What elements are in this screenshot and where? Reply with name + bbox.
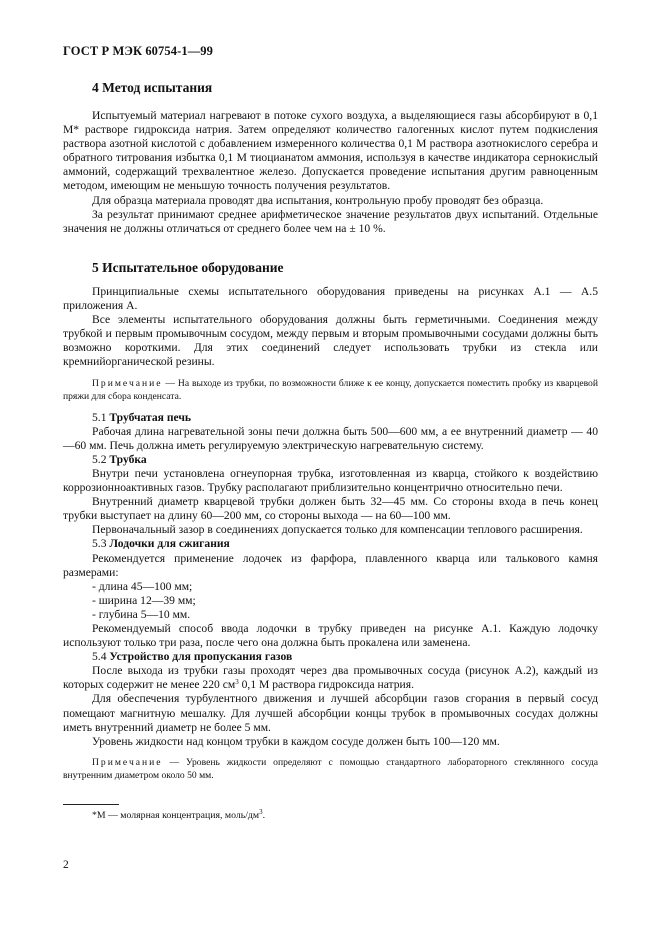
subsection-5-3-heading xyxy=(63,537,598,551)
subsection-number: 5.3 xyxy=(92,537,110,551)
subsection-title: Трубчатая печь xyxy=(109,410,192,424)
list-item: - глубина 5—10 мм. xyxy=(92,607,191,621)
note-text: — Уровень жидкости определяют с помощью стандартного лабораторного стеклянного сосуда внутренним диаметром около 50 мм. xyxy=(63,756,598,781)
subsection-5-2-heading xyxy=(63,453,598,467)
note-label: Примечание xyxy=(92,377,163,389)
subsection-5-4-heading xyxy=(63,650,598,664)
paragraph xyxy=(63,664,598,692)
page-number: 2 xyxy=(63,859,69,871)
document-header: ГОСТ Р МЭК 60754-1—99 xyxy=(63,44,213,58)
footnote-divider xyxy=(63,804,119,805)
paragraph: Для обеспечения турбулентного движения и лучшей абсорбции газов сгорания в первый сосуд помещают магнитную мешалку. Для лучшей абсорбции концы трубок в промывочных сосудах должны иметь внутренний диаметр не более 5 мм. xyxy=(63,692,598,734)
paragraph: Для образца материала проводят два испытания, контрольную пробу проводят без образца. xyxy=(92,193,544,207)
list-item: - длина 45—100 мм; xyxy=(92,579,193,593)
subsection-title: Устройство для пропускания газов xyxy=(109,650,293,664)
note xyxy=(63,377,598,403)
dimensions-list xyxy=(63,580,598,622)
section-4-heading: 4 Метод испытания xyxy=(92,80,213,95)
subsection-5-1-heading xyxy=(63,411,598,425)
paragraph: Рабочая длина нагревательной зоны печи должна быть 500—600 мм, а ее внутренний диаметр — 40—60 мм. Печь должна иметь регулируемую электрическую нагревательную систему. xyxy=(63,424,598,452)
paragraph: Уровень жидкости над концом трубки в каждом сосуде должен быть 100—120 мм. xyxy=(92,734,500,748)
text-run: После выхода из трубки газы проходят через два промывочных сосуда (рисунок А.2), каждый из которых содержит не менее 220 см xyxy=(63,664,598,692)
footnote-text: *М — молярная концентрация, моль/дм xyxy=(92,810,260,821)
paragraph: Принципиальные схемы испытательного оборудования приведены на рисунках А.1 — А.5 приложения А. xyxy=(63,285,598,313)
note-label: Примечание xyxy=(92,756,163,768)
superscript: 3 xyxy=(259,808,263,816)
section-4-body xyxy=(63,109,598,236)
section-5-body xyxy=(63,285,598,782)
footnote-end: . xyxy=(262,810,266,821)
paragraph: Рекомендуется применение лодочек из фарфора, плавленного кварца или талькового камня размерами: xyxy=(63,551,598,579)
paragraph: Первоначальный зазор в соединениях допускается только для компенсации теплового расширения. xyxy=(92,523,583,537)
paragraph: Внутренний диаметр кварцевой трубки должен быть 32—45 мм. Со стороны входа в печь конец трубки выступает на длину 60—200 мм, со стороны выхода — на 60—100 мм. xyxy=(63,495,598,523)
paragraph: Рекомендуемый способ ввода лодочки в трубку приведен на рисунке А.1. Каждую лодочку используют только три раза, после чего она должна быть прокалена или заменена. xyxy=(63,621,598,650)
subsection-number: 5.1 xyxy=(92,410,110,424)
paragraph: Испытуемый материал нагревают в потоке сухого воздуха, а выделяющиеся газы абсорбируют в 0,1 М* растворе гидроксида натрия. Затем определяют количество галогенных кислот путем подкисления раствора азотной кислотой с добавлением измеренного количества 0,1 М раствора азотнокислого серебра и обратного титрования избытка 0,1 М тиоцианатом аммония, используя в качестве индикатора сернокислый аммоний, содержащий трехвалентное железо. Допускается проведение испытания другим равноценным методом, имеющим не меньшую точность получения результатов. xyxy=(63,109,598,193)
subsection-title: Трубка xyxy=(109,452,147,466)
paragraph: Все элементы испытательного оборудования должны быть герметичными. Соединения между трубкой и первым промывочным сосудом, между первым и вторым промывочными сосудами должны быть возможно короткими. Для этих соединений следует использовать трубки из стекла или кремнийорганической резины. xyxy=(63,313,598,369)
superscript: 3 xyxy=(235,678,239,687)
footnote xyxy=(92,810,265,821)
paragraph: Внутри печи установлена огнеупорная трубка, изготовленная из кварца, стойкого к воздействию коррозионноактивных газов. Трубку располагают приблизительно концентрично относительно печи. xyxy=(63,466,598,495)
subsection-number: 5.4 xyxy=(92,650,110,664)
section-5-heading: 5 Испытательное оборудование xyxy=(92,260,284,275)
subsection-number: 5.2 xyxy=(92,452,110,466)
note xyxy=(63,756,598,782)
paragraph: За результат принимают среднее арифметическое значение результатов двух испытаний. Отдельные значения не должны отличаться от среднего более чем на ± 10 %. xyxy=(63,207,598,235)
list-item: - ширина 12—39 мм; xyxy=(92,593,196,607)
subsection-title: Лодочки для сжигания xyxy=(109,537,230,551)
note-text: — На выходе из трубки, по возможности ближе к ее концу, допускается поместить пробку из кварцевой пряжи для сбора конденсата. xyxy=(63,377,598,402)
text-run: 0,1 М раствора гидроксида натрия. xyxy=(238,678,414,692)
